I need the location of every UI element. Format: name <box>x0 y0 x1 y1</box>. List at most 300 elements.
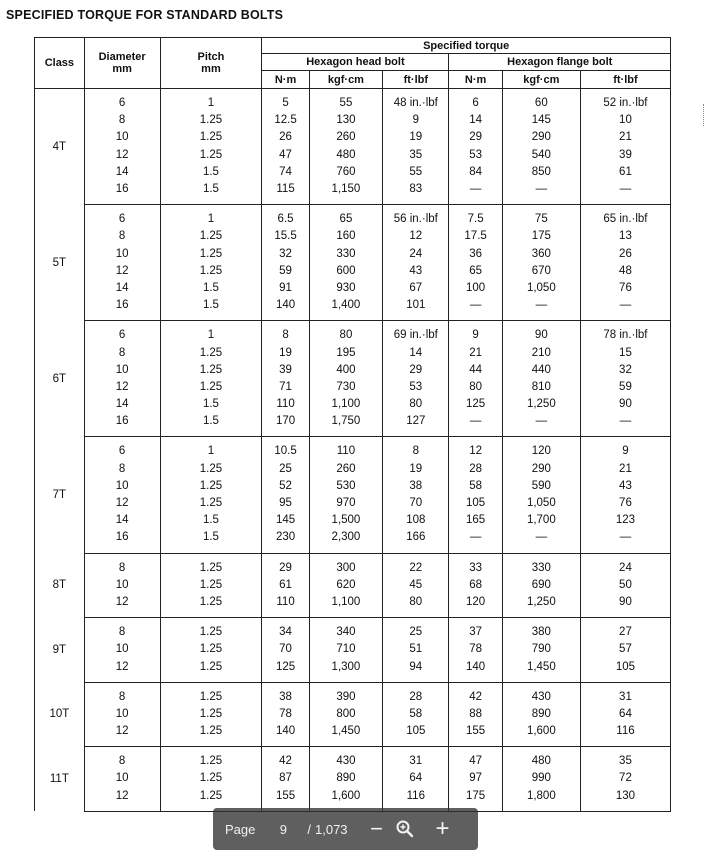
diameter-cell: 6 <box>84 95 160 112</box>
diameter-cell: 8 <box>84 228 160 245</box>
flange-nm-cell: 65 <box>449 263 502 280</box>
head-ftlbf-cell: 31 <box>383 753 449 770</box>
flange-kgfcm-cell: 120 <box>502 443 580 460</box>
class-group <box>35 747 671 812</box>
flange-nm-cell: 120 <box>449 594 502 611</box>
flange-kgfcm-cell: 290 <box>502 461 580 478</box>
pitch-cell: 1.25 <box>160 362 262 379</box>
head-ftlbf-cell: 14 <box>383 344 449 361</box>
head-ftlbf-cell: 35 <box>383 147 449 164</box>
flange-kgfcm-cell: 670 <box>502 263 580 280</box>
flange-nm-cell: 175 <box>449 788 502 805</box>
flange-kgfcm-cell: 1,050 <box>502 280 580 297</box>
spacer-cell <box>580 805 670 812</box>
header-flange-ftlbf: ft·lbf <box>580 71 670 89</box>
flange-kgfcm-cell: 60 <box>502 95 580 112</box>
head-nm-cell: 26 <box>262 129 309 146</box>
diameter-cell: 6 <box>84 211 160 228</box>
head-nm-cell: 87 <box>262 770 309 787</box>
flange-nm-cell: 37 <box>449 624 502 641</box>
flange-ftlbf-cell: 15 <box>580 344 670 361</box>
head-ftlbf-cell: 19 <box>383 129 449 146</box>
diameter-cell: 10 <box>84 641 160 658</box>
pitch-cell: 1 <box>160 443 262 460</box>
flange-ftlbf-cell: 9 <box>580 443 670 460</box>
flange-kgfcm-cell: 145 <box>502 112 580 129</box>
head-ftlbf-cell: 19 <box>383 461 449 478</box>
diameter-cell: 12 <box>84 495 160 512</box>
flange-kgfcm-cell: 850 <box>502 164 580 181</box>
page-total: 1,073 <box>315 821 348 837</box>
table-row <box>35 147 671 164</box>
flange-nm-cell: — <box>449 181 502 198</box>
head-ftlbf-cell: 53 <box>383 379 449 396</box>
head-nm-cell: 6.5 <box>262 211 309 228</box>
pitch-cell: 1.25 <box>160 228 262 245</box>
diameter-cell: 8 <box>84 344 160 361</box>
pitch-cell: 1.5 <box>160 512 262 529</box>
head-ftlbf-cell: 56 in.·lbf <box>383 211 449 228</box>
flange-kgfcm-cell: 480 <box>502 753 580 770</box>
diameter-cell: 8 <box>84 560 160 577</box>
table-row <box>35 529 671 546</box>
pitch-cell: 1.25 <box>160 478 262 495</box>
flange-ftlbf-cell: 61 <box>580 164 670 181</box>
flange-kgfcm-cell: 690 <box>502 577 580 594</box>
table-row <box>35 706 671 723</box>
head-kgfcm-cell: 260 <box>309 129 382 146</box>
class-cell: 8T <box>35 553 85 618</box>
flange-kgfcm-cell: 1,800 <box>502 788 580 805</box>
head-ftlbf-cell: 127 <box>383 413 449 430</box>
flange-ftlbf-cell: 65 in.·lbf <box>580 211 670 228</box>
table-row <box>35 379 671 396</box>
flange-ftlbf-cell: 59 <box>580 379 670 396</box>
flange-ftlbf-cell: 24 <box>580 560 670 577</box>
class-cell: 6T <box>35 321 85 437</box>
flange-nm-cell: 58 <box>449 478 502 495</box>
pitch-cell: 1.25 <box>160 723 262 740</box>
head-ftlbf-cell: 80 <box>383 594 449 611</box>
flange-nm-cell: 68 <box>449 577 502 594</box>
table-row <box>35 594 671 611</box>
minus-icon: − <box>370 816 383 841</box>
plus-icon: + <box>435 815 450 842</box>
header-pitch <box>160 38 262 89</box>
diameter-cell: 10 <box>84 246 160 263</box>
head-ftlbf-cell: 80 <box>383 396 449 413</box>
flange-nm-cell: 105 <box>449 495 502 512</box>
table-row <box>35 344 671 361</box>
page-number-input[interactable]: 9 <box>279 821 287 837</box>
pitch-cell: 1.5 <box>160 529 262 546</box>
pitch-cell: 1.25 <box>160 577 262 594</box>
header-diameter-unit: mm <box>112 63 132 75</box>
pitch-cell: 1.25 <box>160 753 262 770</box>
pitch-cell: 1.25 <box>160 560 262 577</box>
flange-nm-cell: — <box>449 529 502 546</box>
flange-nm-cell: 155 <box>449 723 502 740</box>
head-ftlbf-cell: 94 <box>383 658 449 675</box>
flange-kgfcm-cell: — <box>502 297 580 314</box>
flange-nm-cell: 125 <box>449 396 502 413</box>
head-nm-cell: 42 <box>262 753 309 770</box>
table-row <box>35 263 671 280</box>
header-hexagon-head-bolt: Hexagon head bolt <box>262 54 449 71</box>
page-title: SPECIFIED TORQUE FOR STANDARD BOLTS <box>6 8 284 22</box>
table-row <box>35 560 671 577</box>
flange-nm-cell: — <box>449 297 502 314</box>
head-kgfcm-cell: 1,500 <box>309 512 382 529</box>
pitch-cell: 1.25 <box>160 263 262 280</box>
header-pitch-unit: mm <box>201 63 221 75</box>
flange-ftlbf-cell: 39 <box>580 147 670 164</box>
flange-nm-cell: — <box>449 413 502 430</box>
header-specified-torque: Specified torque <box>262 38 671 54</box>
table-row <box>35 327 671 344</box>
class-group <box>35 321 671 437</box>
head-nm-cell: 74 <box>262 164 309 181</box>
pitch-cell: 1.25 <box>160 129 262 146</box>
header-head-ftlbf: ft·lbf <box>383 71 449 89</box>
head-kgfcm-cell: 130 <box>309 112 382 129</box>
head-nm-cell: 59 <box>262 263 309 280</box>
head-nm-cell: 110 <box>262 396 309 413</box>
zoom-button[interactable] <box>394 818 416 840</box>
pitch-cell: 1.25 <box>160 344 262 361</box>
class-cell: 4T <box>35 89 85 205</box>
diameter-cell: 12 <box>84 594 160 611</box>
class-group <box>35 89 671 205</box>
head-ftlbf-cell: 45 <box>383 577 449 594</box>
flange-nm-cell: 165 <box>449 512 502 529</box>
flange-nm-cell: 6 <box>449 95 502 112</box>
zoom-in-button[interactable] <box>432 815 454 842</box>
flange-ftlbf-cell: 35 <box>580 753 670 770</box>
head-ftlbf-cell: 48 in.·lbf <box>383 95 449 112</box>
head-ftlbf-cell: 83 <box>383 181 449 198</box>
pitch-cell: 1 <box>160 211 262 228</box>
zoom-out-button[interactable] <box>366 818 388 840</box>
flange-kgfcm-cell: 440 <box>502 362 580 379</box>
head-nm-cell: 230 <box>262 529 309 546</box>
head-ftlbf-cell: 28 <box>383 689 449 706</box>
flange-nm-cell: 42 <box>449 689 502 706</box>
head-ftlbf-cell: 38 <box>383 478 449 495</box>
head-kgfcm-cell: 480 <box>309 147 382 164</box>
diameter-cell: 12 <box>84 658 160 675</box>
header-diameter <box>84 38 160 89</box>
pitch-cell: 1.25 <box>160 641 262 658</box>
head-nm-cell: 91 <box>262 280 309 297</box>
table-row <box>35 280 671 297</box>
head-nm-cell: 140 <box>262 723 309 740</box>
head-nm-cell: 19 <box>262 344 309 361</box>
diameter-cell: 6 <box>84 443 160 460</box>
header-pitch-label: Pitch <box>197 51 225 63</box>
class-cell: 10T <box>35 682 85 747</box>
diameter-cell: 8 <box>84 753 160 770</box>
flange-ftlbf-cell: — <box>580 181 670 198</box>
table-row <box>35 788 671 805</box>
head-nm-cell: 12.5 <box>262 112 309 129</box>
head-nm-cell: 145 <box>262 512 309 529</box>
flange-kgfcm-cell: 430 <box>502 689 580 706</box>
table-row <box>35 770 671 787</box>
pitch-cell: 1.25 <box>160 147 262 164</box>
flange-ftlbf-cell: 52 in.·lbf <box>580 95 670 112</box>
flange-kgfcm-cell: — <box>502 529 580 546</box>
pitch-cell: 1.25 <box>160 246 262 263</box>
flange-kgfcm-cell: 810 <box>502 379 580 396</box>
pitch-cell: 1.25 <box>160 770 262 787</box>
diameter-cell: 10 <box>84 362 160 379</box>
flange-nm-cell: 29 <box>449 129 502 146</box>
head-nm-cell: 34 <box>262 624 309 641</box>
flange-nm-cell: 17.5 <box>449 228 502 245</box>
pitch-cell: 1.25 <box>160 495 262 512</box>
table-row <box>35 413 671 430</box>
head-kgfcm-cell: 2,300 <box>309 529 382 546</box>
flange-nm-cell: 33 <box>449 560 502 577</box>
pitch-cell: 1.25 <box>160 112 262 129</box>
pitch-cell: 1.5 <box>160 181 262 198</box>
header-diameter-label: Diameter <box>98 51 146 63</box>
head-kgfcm-cell: 730 <box>309 379 382 396</box>
diameter-cell: 8 <box>84 624 160 641</box>
class-cell: 11T <box>35 747 85 812</box>
flange-nm-cell: 36 <box>449 246 502 263</box>
flange-ftlbf-cell: 116 <box>580 723 670 740</box>
diameter-cell: 14 <box>84 164 160 181</box>
flange-nm-cell: 100 <box>449 280 502 297</box>
flange-ftlbf-cell: 21 <box>580 129 670 146</box>
head-kgfcm-cell: 600 <box>309 263 382 280</box>
flange-ftlbf-cell: 50 <box>580 577 670 594</box>
diameter-cell: 10 <box>84 129 160 146</box>
head-nm-cell: 32 <box>262 246 309 263</box>
head-kgfcm-cell: 1,150 <box>309 181 382 198</box>
table-row <box>35 362 671 379</box>
flange-nm-cell: 47 <box>449 753 502 770</box>
header-flange-kgfcm: kgf·cm <box>502 71 580 89</box>
header-flange-nm: N·m <box>449 71 502 89</box>
table-row <box>35 443 671 460</box>
flange-nm-cell: 78 <box>449 641 502 658</box>
head-ftlbf-cell: 166 <box>383 529 449 546</box>
head-kgfcm-cell: 620 <box>309 577 382 594</box>
flange-kgfcm-cell: 890 <box>502 706 580 723</box>
head-ftlbf-cell: 116 <box>383 788 449 805</box>
head-nm-cell: 170 <box>262 413 309 430</box>
table-row <box>35 211 671 228</box>
pitch-cell: 1.25 <box>160 689 262 706</box>
flange-ftlbf-cell: 10 <box>580 112 670 129</box>
table-row <box>35 228 671 245</box>
diameter-cell: 6 <box>84 327 160 344</box>
flange-nm-cell: 97 <box>449 770 502 787</box>
table-row <box>35 624 671 641</box>
flange-ftlbf-cell: 27 <box>580 624 670 641</box>
table-row <box>35 641 671 658</box>
table-row <box>35 461 671 478</box>
header-head-kgfcm: kgf·cm <box>309 71 382 89</box>
head-kgfcm-cell: 80 <box>309 327 382 344</box>
head-kgfcm-cell: 1,450 <box>309 723 382 740</box>
diameter-cell: 12 <box>84 147 160 164</box>
diameter-cell: 12 <box>84 263 160 280</box>
torque-table <box>34 37 671 812</box>
table-row <box>35 512 671 529</box>
pitch-cell: 1.5 <box>160 396 262 413</box>
flange-kgfcm-cell: 380 <box>502 624 580 641</box>
table-row <box>35 95 671 112</box>
flange-kgfcm-cell: 290 <box>502 129 580 146</box>
spacer-cell <box>84 805 160 812</box>
flange-nm-cell: 140 <box>449 658 502 675</box>
flange-kgfcm-cell: 1,050 <box>502 495 580 512</box>
flange-nm-cell: 88 <box>449 706 502 723</box>
head-ftlbf-cell: 69 in.·lbf <box>383 327 449 344</box>
pitch-cell: 1.25 <box>160 594 262 611</box>
flange-kgfcm-cell: 990 <box>502 770 580 787</box>
diameter-cell: 14 <box>84 280 160 297</box>
head-kgfcm-cell: 890 <box>309 770 382 787</box>
diameter-cell: 12 <box>84 788 160 805</box>
head-kgfcm-cell: 970 <box>309 495 382 512</box>
flange-ftlbf-cell: 13 <box>580 228 670 245</box>
class-group <box>35 205 671 321</box>
diameter-cell: 10 <box>84 478 160 495</box>
flange-ftlbf-cell: 76 <box>580 495 670 512</box>
diameter-cell: 14 <box>84 512 160 529</box>
flange-nm-cell: 21 <box>449 344 502 361</box>
pitch-cell: 1.25 <box>160 461 262 478</box>
head-kgfcm-cell: 930 <box>309 280 382 297</box>
head-kgfcm-cell: 330 <box>309 246 382 263</box>
head-ftlbf-cell: 105 <box>383 723 449 740</box>
head-nm-cell: 15.5 <box>262 228 309 245</box>
table-row <box>35 723 671 740</box>
head-kgfcm-cell: 1,750 <box>309 413 382 430</box>
diameter-cell: 8 <box>84 112 160 129</box>
head-ftlbf-cell: 25 <box>383 624 449 641</box>
header-class: Class <box>35 38 85 89</box>
table-row <box>35 396 671 413</box>
flange-ftlbf-cell: 32 <box>580 362 670 379</box>
diameter-cell: 10 <box>84 706 160 723</box>
flange-nm-cell: 7.5 <box>449 211 502 228</box>
diameter-cell: 10 <box>84 770 160 787</box>
head-kgfcm-cell: 390 <box>309 689 382 706</box>
side-stamp-mark <box>703 104 707 126</box>
spacer-cell <box>502 805 580 812</box>
class-group <box>35 618 671 683</box>
page-label: Page <box>225 821 256 837</box>
table-row <box>35 129 671 146</box>
head-nm-cell: 140 <box>262 297 309 314</box>
flange-nm-cell: 84 <box>449 164 502 181</box>
flange-kgfcm-cell: 330 <box>502 560 580 577</box>
head-ftlbf-cell: 24 <box>383 246 449 263</box>
flange-kgfcm-cell: 90 <box>502 327 580 344</box>
head-nm-cell: 78 <box>262 706 309 723</box>
table-row <box>35 577 671 594</box>
class-group <box>35 682 671 747</box>
diameter-cell: 16 <box>84 413 160 430</box>
flange-kgfcm-cell: 1,250 <box>502 594 580 611</box>
pitch-cell: 1.25 <box>160 788 262 805</box>
class-cell: 9T <box>35 618 85 683</box>
flange-kgfcm-cell: 75 <box>502 211 580 228</box>
flange-nm-cell: 14 <box>449 112 502 129</box>
flange-kgfcm-cell: 790 <box>502 641 580 658</box>
page-separator: / <box>307 821 311 837</box>
diameter-cell: 16 <box>84 181 160 198</box>
table-row <box>35 753 671 770</box>
head-nm-cell: 8 <box>262 327 309 344</box>
diameter-cell: 12 <box>84 379 160 396</box>
table-row <box>35 689 671 706</box>
head-kgfcm-cell: 430 <box>309 753 382 770</box>
head-nm-cell: 39 <box>262 362 309 379</box>
head-ftlbf-cell: 8 <box>383 443 449 460</box>
diameter-cell: 10 <box>84 577 160 594</box>
flange-kgfcm-cell: 175 <box>502 228 580 245</box>
head-nm-cell: 29 <box>262 560 309 577</box>
flange-nm-cell: 44 <box>449 362 502 379</box>
head-ftlbf-cell: 55 <box>383 164 449 181</box>
head-kgfcm-cell: 530 <box>309 478 382 495</box>
head-kgfcm-cell: 55 <box>309 95 382 112</box>
flange-kgfcm-cell: — <box>502 181 580 198</box>
flange-nm-cell: 28 <box>449 461 502 478</box>
flange-ftlbf-cell: — <box>580 413 670 430</box>
diameter-cell: 16 <box>84 529 160 546</box>
class-group <box>35 437 671 553</box>
header-hexagon-flange-bolt: Hexagon flange bolt <box>449 54 671 71</box>
head-nm-cell: 5 <box>262 95 309 112</box>
pitch-cell: 1.5 <box>160 164 262 181</box>
flange-ftlbf-cell: 26 <box>580 246 670 263</box>
head-ftlbf-cell: 64 <box>383 770 449 787</box>
head-ftlbf-cell: 9 <box>383 112 449 129</box>
diameter-cell: 8 <box>84 461 160 478</box>
table-row <box>35 478 671 495</box>
table-row <box>35 164 671 181</box>
head-kgfcm-cell: 65 <box>309 211 382 228</box>
pitch-cell: 1.5 <box>160 297 262 314</box>
head-ftlbf-cell: 22 <box>383 560 449 577</box>
head-ftlbf-cell: 12 <box>383 228 449 245</box>
flange-ftlbf-cell: 48 <box>580 263 670 280</box>
head-nm-cell: 115 <box>262 181 309 198</box>
flange-kgfcm-cell: 590 <box>502 478 580 495</box>
flange-ftlbf-cell: 57 <box>580 641 670 658</box>
head-nm-cell: 155 <box>262 788 309 805</box>
head-ftlbf-cell: 67 <box>383 280 449 297</box>
head-kgfcm-cell: 800 <box>309 706 382 723</box>
head-kgfcm-cell: 1,400 <box>309 297 382 314</box>
flange-kgfcm-cell: 360 <box>502 246 580 263</box>
pitch-cell: 1.25 <box>160 706 262 723</box>
head-kgfcm-cell: 195 <box>309 344 382 361</box>
pdf-viewer-toolbar <box>213 808 478 850</box>
table-row <box>35 112 671 129</box>
flange-kgfcm-cell: 1,450 <box>502 658 580 675</box>
head-nm-cell: 110 <box>262 594 309 611</box>
table-row <box>35 658 671 675</box>
